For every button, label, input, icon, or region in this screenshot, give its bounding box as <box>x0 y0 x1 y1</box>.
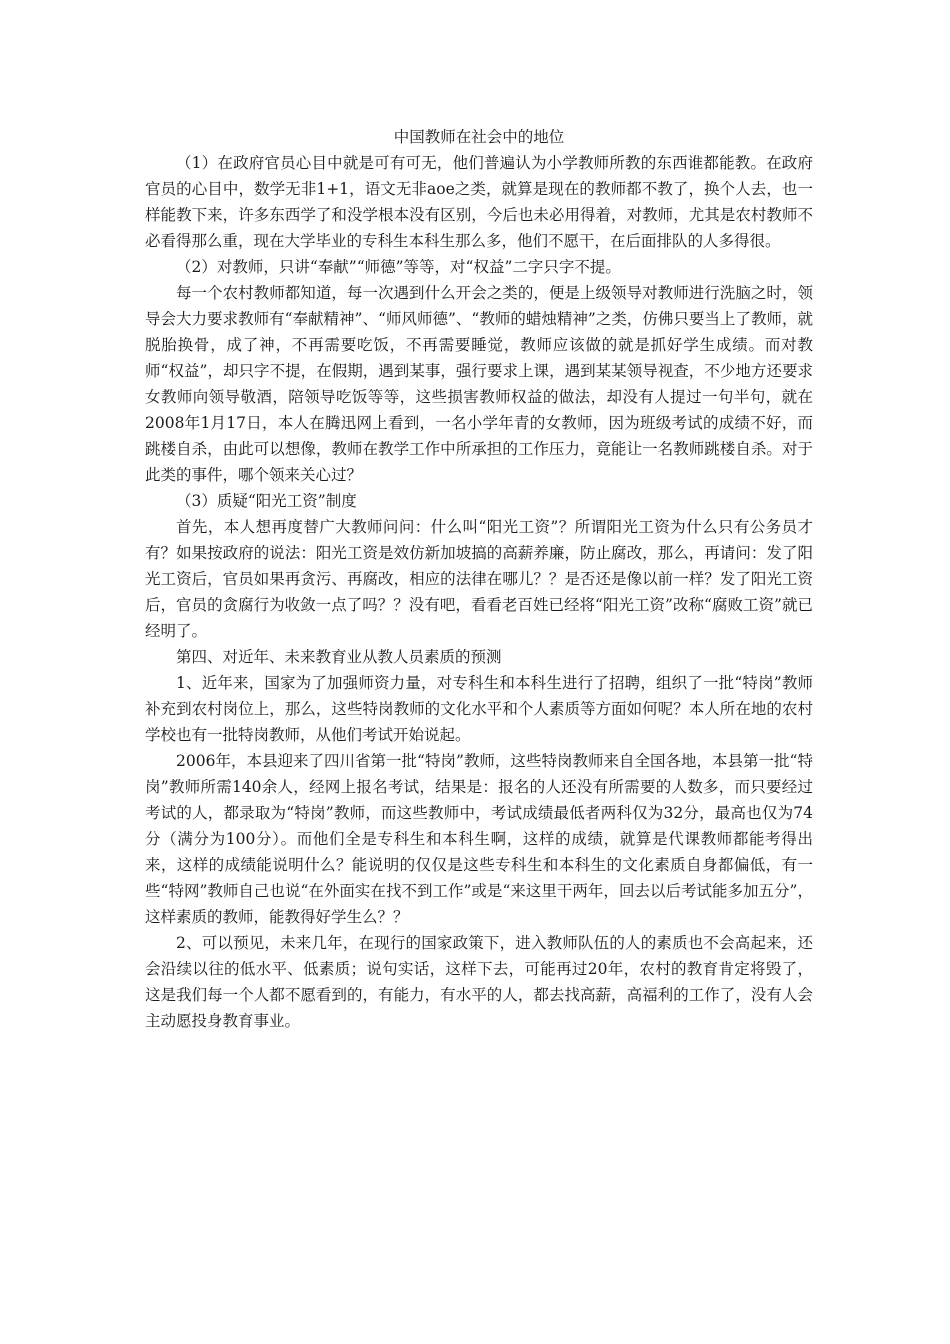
paragraph: 每一个农村教师都知道，每一次遇到什么开会之类的，便是上级领导对教师进行洗脑之时，领导会大力要求教师有“奉献精神”、“师风师德”、“教师的蜡烛精神”之类，仿佛只要当上了教师，就脱胎换骨，成了神，不再需要吃饭，不再需要睡觉，教师应该做的就是抓好学生成绩。而对教师“权益”，却只字不提，在假期，遇到某事，强行要求上课，遇到某某领导视查，不少地方还要求女教师向领导敬酒，陪领导吃饭等等，这些损害教师权益的做法，却没有人提过一句半句，就在2008年1月17日，本人在腾迅网上看到，一名小学年青的女教师，因为班级考试的成绩不好，而跳楼自杀，由此可以想像，教师在教学工作中所承担的工作压力，竟能让一名教师跳楼自杀。对于此类的事件，哪个领来关心过？ <box>145 284 813 484</box>
section-heading: 第四、对近年、未来教育业从教人员素质的预测 <box>176 648 502 666</box>
paragraph: （2）对教师，只讲“奉献”“师德”等等，对“权益”二字只字不提。 <box>176 258 621 276</box>
paragraph: （3）质疑“阳光工资”制度 <box>176 492 357 510</box>
paragraph: （1）在政府官员心目中就是可有可无，他们普遍认为小学教师所教的东西谁都能教。在政府官员的心目中，数学无非1+1，语文无非aoe之类，就算是现在的教师都不教了，换个人去，也一样能教下来，许多东西学了和没学根本没有区别，今后也未必用得着，对教师，尤其是农村教师不必看得那么重，现在大学毕业的专科生本科生那么多，他们不愿干，在后面排队的人多得很。 <box>145 154 813 250</box>
document-page <box>145 124 813 1034</box>
paragraph: 首先，本人想再度替广大教师问问：什么叫“阳光工资”？所谓阳光工资为什么只有公务员才有？如果按政府的说法：阳光工资是效仿新加坡搞的高薪养廉，防止腐改，那么，再请问：发了阳光工资后，官员如果再贪污、再腐改，相应的法律在哪儿？？是否还是像以前一样？发了阳光工资后，官员的贪腐行为收敛一点了吗？？没有吧，看看老百姓已经将“阳光工资”改称“腐败工资”就已经明了。 <box>145 518 813 640</box>
paragraph: 1、近年来，国家为了加强师资力量，对专科生和本科生进行了招聘，组织了一批“特岗”教师补充到农村岗位上，那么，这些特岗教师的文化水平和个人素质等方面如何呢？本人所在地的农村学校也有一批特岗教师，从他们考试开始说起。 <box>145 674 813 744</box>
document-title: 中国教师在社会中的地位 <box>393 128 565 146</box>
paragraph: 2006年，本县迎来了四川省第一批“特岗”教师，这些特岗教师来自全国各地，本县第一批“特岗”教师所需140余人，经网上报名考试，结果是：报名的人还没有所需要的人数多，而只要经过考试的人，都录取为“特岗”教师，而这些教师中，考试成绩最低者两科仅为32分，最高也仅为74分（满分为100分）。而他们全是专科生和本科生啊，这样的成绩，就算是代课教师都能考得出来，这样的成绩能说明什么？能说明的仅仅是这些专科生和本科生的文化素质自身都偏低，有一些“特网”教师自己也说“在外面实在找不到工作”或是“来这里干两年，回去以后考试能多加五分”，这样素质的教师，能教得好学生么？？ <box>145 752 813 926</box>
paragraph: 2、可以预见，未来几年，在现行的国家政策下，进入教师队伍的人的素质也不会高起来，还会沿续以往的低水平、低素质；说句实话，这样下去，可能再过20年，农村的教育肯定将毁了，这是我们每一个人都不愿看到的，有能力，有水平的人，都去找高薪，高福利的工作了，没有人会主动愿投身教育事业。 <box>145 934 813 1030</box>
